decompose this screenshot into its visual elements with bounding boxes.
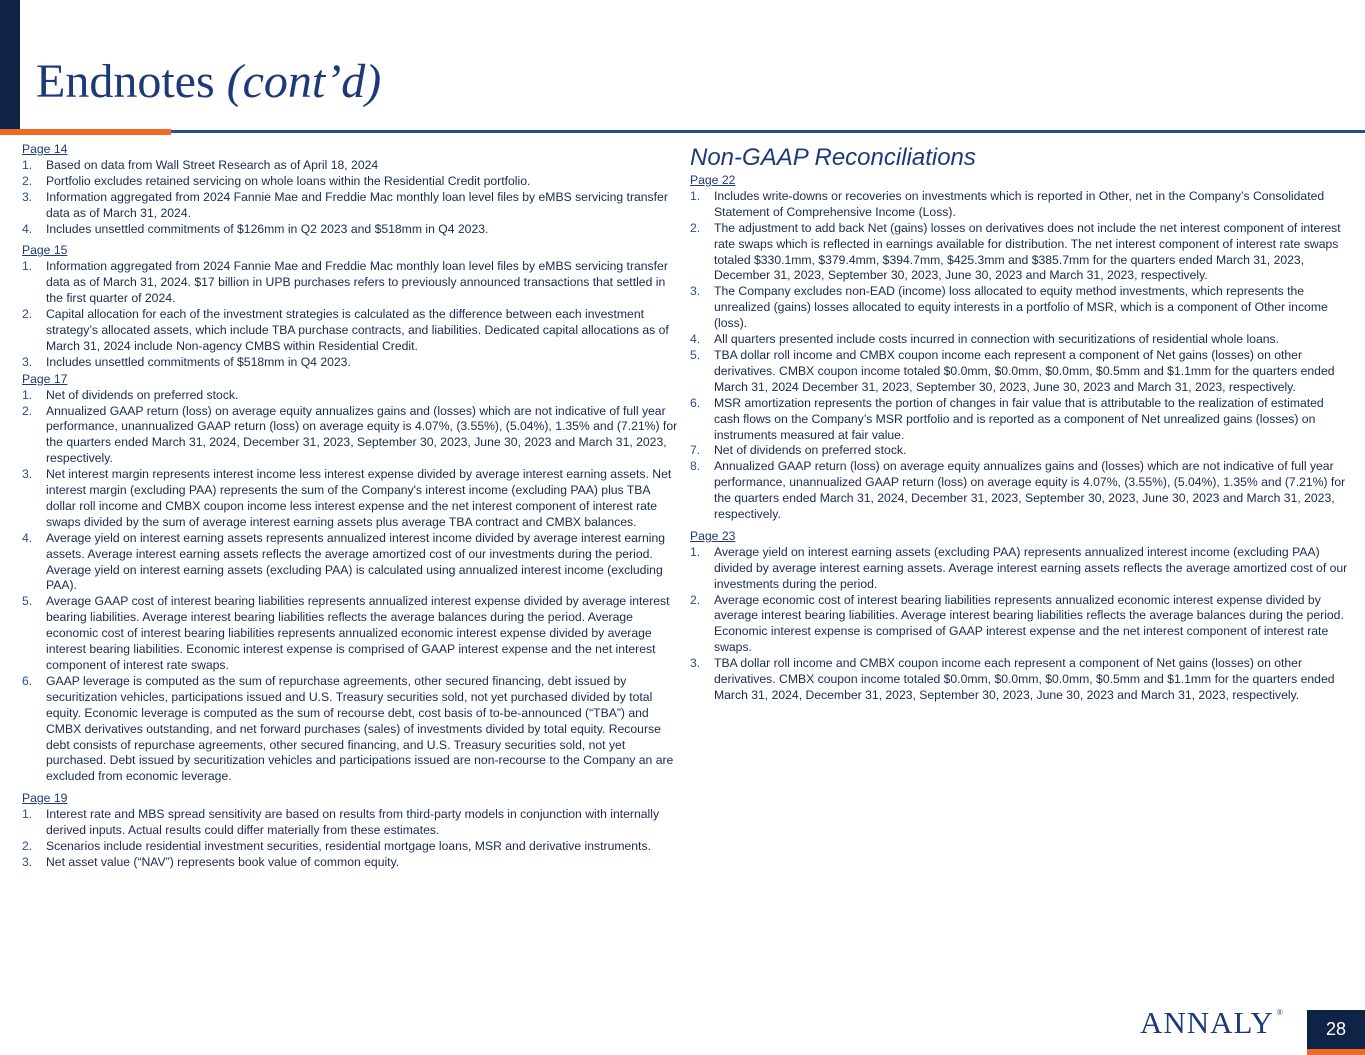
endnote-item [22, 388, 680, 404]
registered-mark: ® [1276, 1008, 1283, 1017]
endnote-item [22, 259, 680, 307]
endnote-number: 3. [22, 354, 33, 369]
endnote-number: 6. [22, 673, 33, 688]
endnote-item [690, 348, 1348, 396]
page-reference-link[interactable]: Page 23 [690, 528, 736, 543]
endnote-item [22, 807, 680, 839]
endnote-number: 7. [690, 443, 701, 458]
endnotes-left-column [22, 142, 680, 877]
endnote-item [690, 396, 1348, 444]
endnote-text: Average GAAP cost of interest bearing liabilities represents annualized interest expense divided by average interest bearing liabilities. Average interest bearing liabilities reflects the average balances during the period. Average economic cost of interest bearing liabilities represents annualized economic interest expense divided by average interest bearing liabilities. Economic interest expense is comprised of GAAP interest expense and the net interest component of interest rate swaps. [46, 594, 670, 672]
endnote-number: 3. [22, 467, 33, 482]
endnote-text: Annualized GAAP return (loss) on average equity annualizes gains and (losses) which are not indicative of full year performance, unannualized GAAP return (loss) on average equity is 4.07%, (3.55%), (5.04%), 1.35% and (7.21%) for the quarters ended March 31, 2024, December 31, 2023, September 30, 2023, June 30, 2023 and March 31, 2023, respectively. [714, 459, 1346, 522]
endnote-number: 2. [22, 173, 33, 188]
endnote-item [690, 656, 1348, 704]
endnote-text: Net interest margin represents interest income less interest expense divided by average interest earning assets. Net interest margin (excluding PAA) represents the sum of the Company's interest income (excluding PAA) plus TBA dollar roll income and CMBX coupon income less interest expense and the net interest component of interest rate swaps divided by the sum of average interest earning assets plus average TBA contract and CMBX balances. [46, 467, 672, 529]
annaly-logo [1140, 1007, 1283, 1038]
page-reference-link[interactable]: Page 19 [22, 791, 68, 806]
endnote-item [690, 332, 1348, 348]
endnote-text: TBA dollar roll income and CMBX coupon income each represent a component of Net gains (losses) on other derivatives. CMBX coupon income totaled $0.0mm, $0.0mm, $0.0mm, $0.5mm and $1.1mm for the quarters ended March 31, 2024 December 31, 2023, September 30, 2023, June 30, 2023 and March 31, 2023, respectively. [714, 347, 1335, 394]
endnote-item [22, 307, 680, 355]
endnote-section [690, 173, 1348, 523]
endnote-text: The Company excludes non-EAD (income) loss allocated to equity method investments, which represents the unrealized (gains) losses allocated to equity interests in a portfolio of MSR, which is a component of Other income (loss). [714, 284, 1328, 331]
title-italic: (cont’d) [226, 55, 382, 108]
endnote-number: 4. [22, 530, 33, 545]
endnote-number: 8. [690, 459, 701, 474]
page-number [1307, 1010, 1365, 1055]
endnote-item [690, 545, 1348, 593]
non-gaap-sections [690, 173, 1348, 704]
endnote-number: 2. [690, 592, 701, 607]
endnote-number: 1. [22, 387, 33, 402]
endnote-section [690, 529, 1348, 704]
endnote-item [22, 467, 680, 531]
page-reference-link[interactable]: Page 22 [690, 173, 736, 187]
endnote-list [22, 388, 680, 786]
endnote-number: 3. [690, 284, 701, 299]
endnote-list [22, 259, 680, 370]
brand-name: ANNALY [1140, 1005, 1274, 1040]
endnote-item [690, 443, 1348, 459]
title-main: Endnotes [36, 55, 215, 108]
title-divider [0, 130, 1365, 133]
endnote-item [690, 459, 1348, 523]
endnote-number: 5. [22, 594, 33, 609]
endnote-number: 1. [22, 807, 33, 822]
endnote-item [22, 839, 680, 855]
endnote-text: Interest rate and MBS spread sensitivity are based on results from third-party models in conjunction with internally derived inputs. Actual results could differ materially from these estimates. [46, 807, 660, 838]
endnote-number: 1. [690, 188, 701, 203]
page-reference-link[interactable]: Page 15 [22, 243, 68, 258]
endnote-item [690, 593, 1348, 657]
endnote-text: Information aggregated from 2024 Fannie Mae and Freddie Mac monthly loan level files by eMBS servicing transfer data as of March 31, 2024. $17 billion in UPB purchases refers to previously announced transactions that settled in the first quarter of 2024. [46, 259, 668, 306]
endnote-text: Net asset value (“NAV”) represents book value of common equity. [46, 854, 400, 869]
endnote-text: Includes unsettled commitments of $126mm in Q2 2023 and $518mm in Q4 2023. [46, 221, 489, 236]
endnote-text: Includes write-downs or recoveries on investments which is reported in Other, net in the Company’s Consolidated Statement of Comprehensive Income (Loss). [714, 188, 1325, 219]
page-number-text: 28 [1325, 1019, 1347, 1039]
endnote-number: 2. [690, 220, 701, 235]
endnote-item [22, 355, 680, 371]
endnote-section [22, 142, 680, 237]
header-accent-bar [0, 0, 20, 130]
endnote-number: 6. [690, 395, 701, 410]
endnote-text: Based on data from Wall Street Research as of April 18, 2024 [46, 157, 379, 172]
endnote-item [22, 404, 680, 468]
endnote-item [22, 855, 680, 871]
endnote-number: 1. [22, 157, 33, 172]
endnote-text: Average economic cost of interest bearing liabilities represents annualized economic interest expense divided by average interest bearing liabilities. Average interest bearing liabilities reflects the average balances during the period. Economic interest expense is comprised of GAAP interest expense and the net interest component of interest rate swaps. [714, 592, 1344, 655]
endnote-item [22, 174, 680, 190]
endnote-item [22, 531, 680, 595]
endnote-number: 4. [690, 332, 701, 347]
endnote-number: 3. [22, 189, 33, 204]
endnote-item [22, 594, 680, 674]
endnote-text: GAAP leverage is computed as the sum of repurchase agreements, other secured financing, debt issued by securitization vehicles, participations issued and U.S. Treasury securities sold, not yet purchased divided by total equity. Economic leverage is computed as the sum of recourse debt, cost basis of to-be-announced (“TBA”) and CMBX derivatives outstanding, and net forward purchases (sales) of investments divided by total equity. Recourse debt consists of repurchase agreements, other secured financing, and U.S. Treasury securities sold, not yet purchased. Debt issued by securitization vehicles and participations issued are non-recourse to the Company an are excluded from economic leverage. [46, 673, 674, 784]
endnote-text: Scenarios include residential investment securities, residential mortgage loans, MSR and derivative instruments. [46, 838, 651, 853]
endnote-list [690, 545, 1348, 704]
endnote-number: 2. [22, 403, 33, 418]
endnote-text: Capital allocation for each of the investment strategies is calculated as the difference between each investment strategy’s allocated assets, which include TBA purchase contracts, and liabilities. Dedicated capital allocations as of March 31, 2024 include Non-agency CMBS within Residential Credit. [46, 307, 669, 353]
page-title [36, 55, 382, 108]
endnote-text: Information aggregated from 2024 Fannie Mae and Freddie Mac monthly loan level files by eMBS servicing transfer data as of March 31, 2024. [46, 189, 668, 220]
endnote-item [22, 190, 680, 222]
endnote-text: The adjustment to add back Net (gains) losses on derivatives does not include the net interest component of interest rate swaps which is reflected in earnings available for distribution. The net interest component of interest rate swaps totaled $330.1mm, $379.4mm, $394.7mm, $425.3mm and $385.7mm for the quarters ended March 31, 2023, December 31, 2023, September 30, 2023, June 30, 2023 and March 31, 2023, respectively. [714, 220, 1341, 283]
endnote-text: Includes unsettled commitments of $518mm in Q4 2023. [46, 354, 351, 369]
endnote-text: Average yield on interest earning assets (excluding PAA) represents annualized interest income (excluding PAA) divided by average interest earning assets. Average interest earning assets reflects the average amortized cost of our investments during the period. [714, 544, 1348, 591]
endnote-item [22, 222, 680, 238]
endnote-number: 3. [22, 854, 33, 869]
endnote-list [22, 807, 680, 871]
page-reference-link[interactable]: Page 17 [22, 371, 68, 386]
endnotes-right-column [690, 144, 1348, 710]
endnote-item [690, 189, 1348, 221]
page-reference-link[interactable]: Page 14 [22, 142, 68, 156]
endnote-item [22, 158, 680, 174]
endnote-text: MSR amortization represents the portion of changes in fair value that is attributable to the realization of estimated cash flows on the Company’s MSR portfolio and is reported as a component of Net unrealized gains (losses) on instruments measured at fair value. [714, 395, 1324, 442]
endnote-text: Net of dividends on preferred stock. [714, 443, 907, 458]
endnote-number: 4. [22, 221, 33, 236]
endnote-number: 2. [22, 838, 33, 853]
endnote-number: 1. [690, 544, 701, 559]
endnote-number: 2. [22, 307, 33, 322]
endnote-section [22, 243, 680, 370]
endnote-item [690, 284, 1348, 332]
endnote-text: TBA dollar roll income and CMBX coupon income each represent a component of Net gains (losses) on other derivatives. CMBX coupon income totaled $0.0mm, $0.0mm, $0.0mm, $0.5mm and $1.1mm for the quarters ended March 31, 2024, December 31, 2023, September 30, 2023, June 30, 2023 and March 31, 2023, respectively. [714, 656, 1335, 702]
endnote-list [690, 189, 1348, 523]
endnote-number: 3. [690, 656, 701, 671]
endnote-item [690, 221, 1348, 285]
endnote-item [22, 674, 680, 785]
endnote-number: 5. [690, 347, 701, 362]
endnote-section [22, 372, 680, 786]
endnote-number: 1. [22, 259, 33, 274]
endnote-section [22, 791, 680, 871]
endnote-text: Annualized GAAP return (loss) on average equity annualizes gains and (losses) which are not indicative of full year performance, unannualized GAAP return (loss) on average equity is 4.07%, (3.55%), (5.04%), 1.35% and (7.21%) for the quarters ended March 31, 2024, December 31, 2023, September 30, 2023, June 30, 2023 and March 31, 2023, respectively. [46, 403, 678, 466]
non-gaap-heading: Non-GAAP Reconciliations [690, 144, 976, 171]
title-divider-accent [0, 129, 171, 135]
endnote-text: Portfolio excludes retained servicing on whole loans within the Residential Credit portfolio. [46, 173, 531, 188]
endnote-text: Average yield on interest earning assets represents annualized interest income divided by average interest earning assets. Average interest earning assets reflects the average amortized cost of our investments during the period. Average yield on interest earning assets (excluding PAA) is calculated using annualized interest income (excluding PAA). [46, 530, 665, 593]
endnote-list [22, 158, 680, 238]
endnote-text: All quarters presented include costs incurred in connection with securitizations of residential whole loans. [714, 332, 1279, 347]
endnote-text: Net of dividends on preferred stock. [46, 387, 239, 402]
